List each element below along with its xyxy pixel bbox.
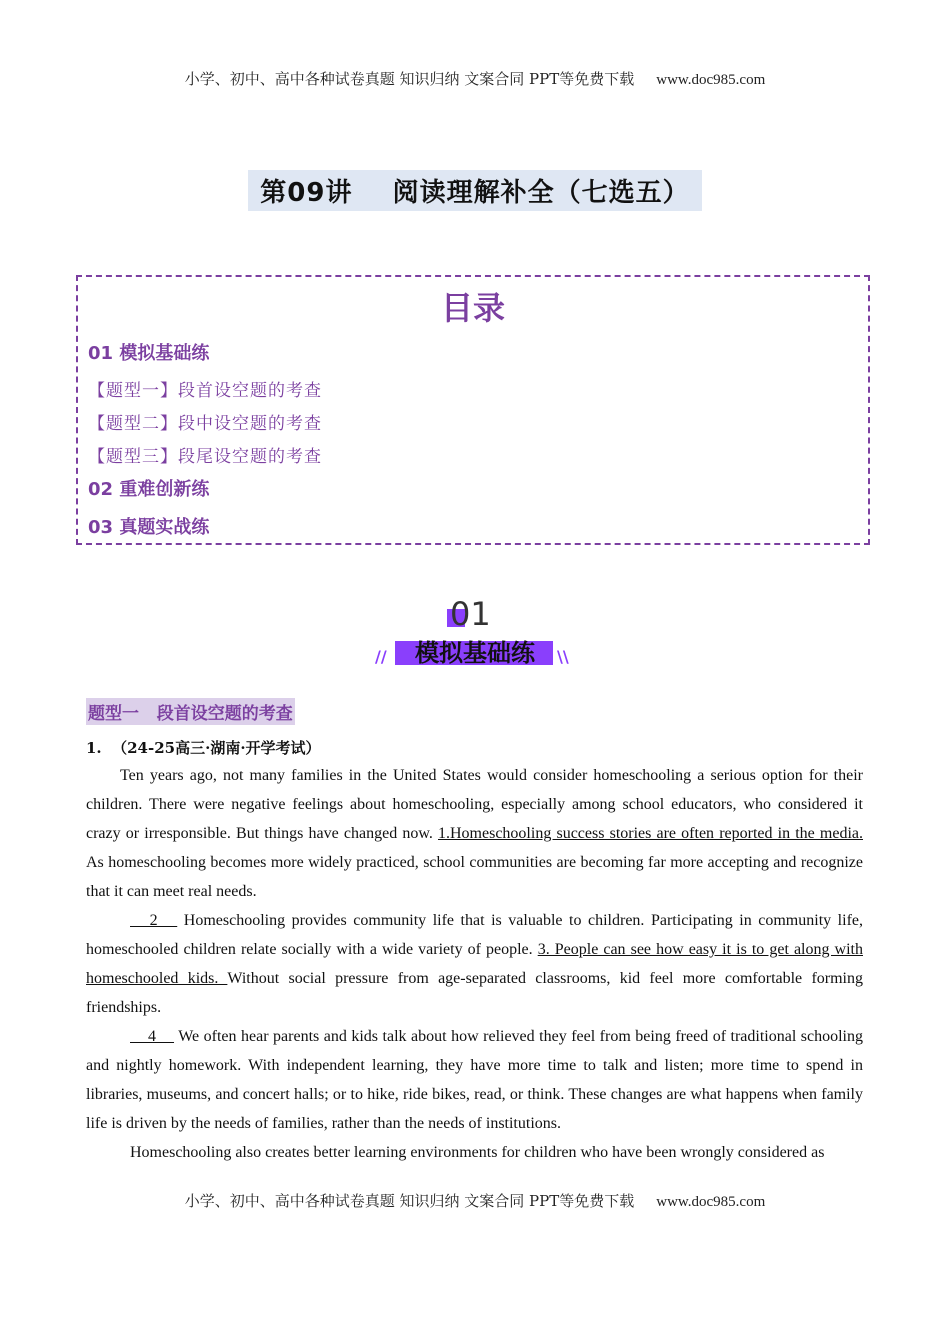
table-of-contents — [76, 275, 870, 545]
question-label — [86, 737, 321, 758]
page-footer — [0, 1190, 950, 1211]
paragraph-2 — [86, 906, 863, 1022]
footer-text: 小学、初中、高中各种试卷真题 知识归纳 文案合同 PPT等免费下载 — [184, 1192, 635, 1210]
title-wrap — [0, 170, 950, 211]
toc-item-01[interactable]: 01 模拟基础练 — [88, 343, 210, 364]
p3-text-a: We often hear parents and kids talk about how relieved they feel from being freed of traditional schooling and nightly homework. With independent learning, they have more time to talk and listen; more time to spend in libraries, museums, and concert halls; or to hike, ride bikes, read, or think. These changes are what happens when family life is driven by the needs of families, rather than the needs of institutions. — [86, 1028, 864, 1132]
section-label: 模拟基础练 — [415, 639, 535, 667]
toc-sub-type2[interactable]: 【题型二】段中设空题的考查 — [88, 414, 322, 434]
toc-sub-type1[interactable]: 【题型一】段首设空题的考查 — [88, 381, 322, 401]
toc-title: 目录 — [440, 289, 505, 327]
answer-3: 3. People can see how easy it is to get along with homeschooled kids. — [86, 941, 863, 987]
p2-text-a: Homeschooling provides community life that is valuable to children. Participating in community life, homeschooled children relate socially with a wide variety of people. — [86, 912, 863, 958]
p1-text-a: Ten years ago, not many families in the United States would consider homeschooling a serious option for their children. There were negative feelings about homeschooling, especially among school educators, who considered it crazy or irresponsible. But things have changed now. — [86, 767, 863, 842]
section-slash-left: // — [375, 647, 387, 666]
section-number: 01 — [450, 595, 491, 633]
p1-text-b: As homeschooling becomes more widely practiced, school communities are becoming far more accepting and recognize that it can meet real needs. — [86, 854, 863, 900]
blank-2: 2 — [130, 912, 178, 929]
blank-4: 4 — [130, 1028, 175, 1045]
paragraph-3 — [86, 1022, 863, 1138]
header-url[interactable]: www.doc985.com — [656, 72, 766, 88]
type-heading: 题型一 段首设空题的考查 — [86, 698, 295, 725]
footer-url[interactable]: www.doc985.com — [656, 1194, 766, 1210]
header-text: 小学、初中、高中各种试卷真题 知识归纳 文案合同 PPT等免费下载 — [184, 70, 635, 88]
paragraph-4: Homeschooling also creates better learning environments for children who have been wrongly considered as — [130, 1144, 825, 1161]
section-badge — [375, 595, 575, 675]
paragraph-1 — [86, 761, 863, 906]
answer-1: 1.Homeschooling success stories are often reported in the media. — [438, 825, 863, 842]
page-header — [0, 68, 950, 89]
p2-text-b: Without social pressure from age-separated classrooms, kid feel more comfortable forming friendships. — [86, 970, 863, 1016]
question-number: 1. — [86, 739, 102, 757]
question-source: （24-25高三·湖南·开学考试） — [112, 739, 321, 757]
toc-sub-type3[interactable]: 【题型三】段尾设空题的考查 — [88, 447, 322, 467]
toc-item-02[interactable]: 02 重难创新练 — [88, 479, 210, 500]
section-slash-right: \\ — [557, 647, 569, 666]
toc-item-03[interactable]: 03 真题实战练 — [88, 517, 210, 538]
page-title: 第09讲 阅读理解补全（七选五） — [248, 170, 701, 211]
